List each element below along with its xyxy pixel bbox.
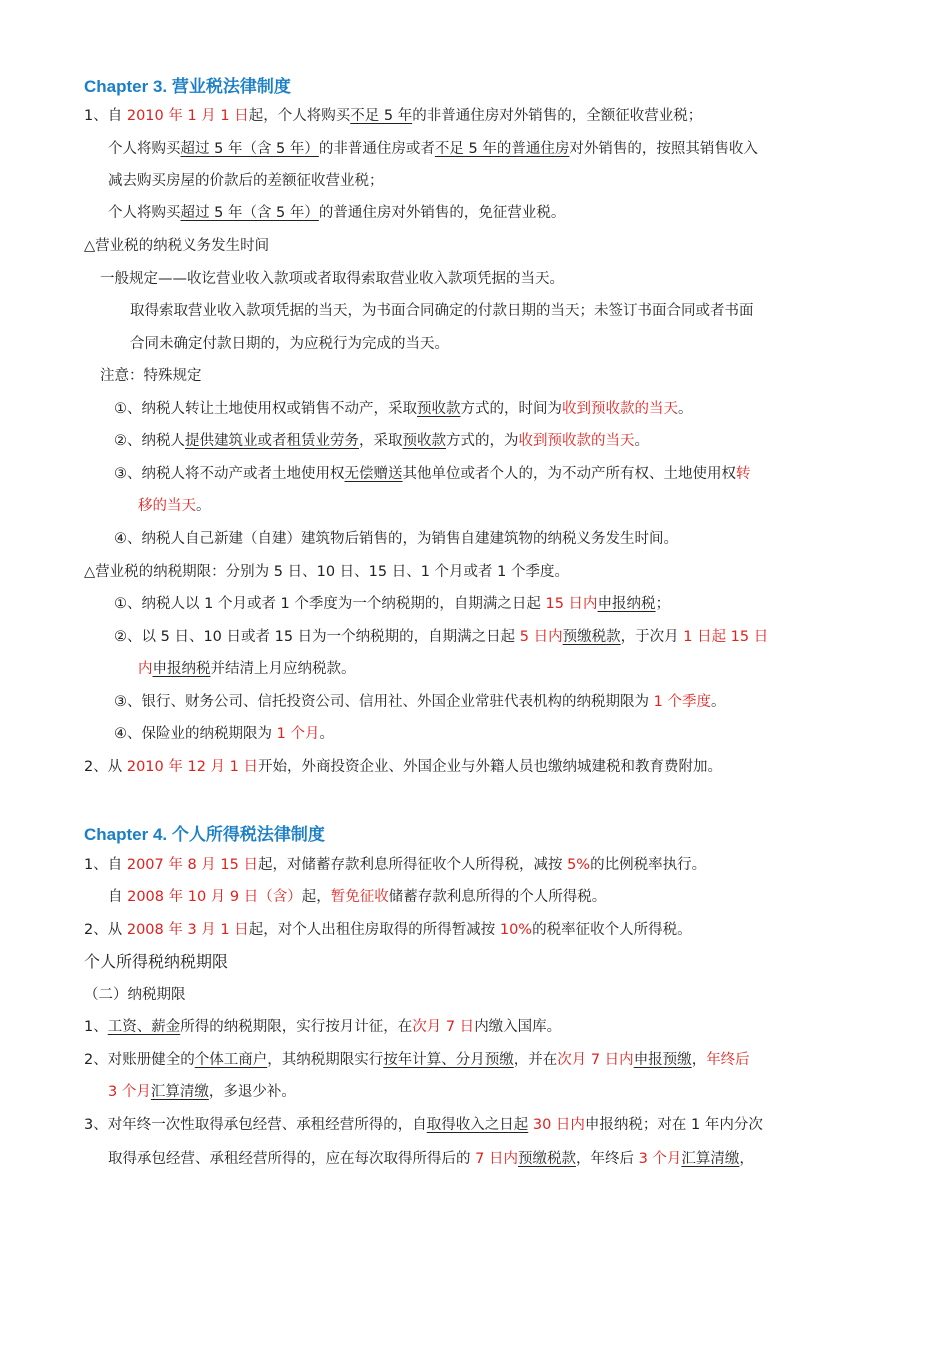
ch3-line-15	[84, 562, 569, 582]
ch3-line-14	[114, 529, 678, 549]
emphasis-text: 年终后	[706, 1052, 750, 1068]
text-segment: 合同未确定付款日期的，为应税行为完成的当天。	[130, 336, 449, 352]
text-segment: 方式的，时间为	[460, 401, 562, 417]
emphasis-text: 2010 年 1 月 1 日	[126, 108, 249, 124]
ch3-line-18	[138, 659, 356, 679]
underlined-text: 申报预缴	[633, 1052, 692, 1068]
text-segment: 个人所得税纳税期限	[84, 952, 229, 971]
emphasis-text: 2007 年 8 月 15 日	[126, 857, 258, 873]
text-segment: 1、自	[84, 108, 127, 124]
ch4-line-6	[84, 1017, 561, 1037]
text-segment: ，年终后	[575, 1151, 639, 1167]
emphasis-text: 15 日内	[545, 596, 598, 612]
text-segment: 。	[710, 694, 726, 710]
emphasis-text: 次月 7 日内	[557, 1052, 634, 1068]
text-segment: （二）纳税期限	[84, 987, 186, 1003]
emphasis-text: 10%	[499, 922, 533, 938]
underlined-text: 按年计算、分月预缴	[383, 1052, 514, 1068]
text-segment: 注意：特殊规定	[100, 368, 202, 384]
underlined-text: 预收款	[417, 401, 461, 417]
ch3-line-4	[108, 203, 565, 223]
text-segment: ②、以 5 日、10 日或者 15 日为一个纳税期的，自期满之日起	[114, 629, 520, 645]
text-segment: ，	[691, 1052, 707, 1068]
underlined-text: 汇算清缴	[681, 1151, 740, 1167]
ch4-line-8	[108, 1082, 296, 1102]
underlined-text: 个体工商户	[194, 1052, 268, 1068]
emphasis-text: 收到预收款的当天	[518, 433, 635, 449]
text-segment: 开始，外商投资企业、外国企业与外籍人员也缴纳城建税和教育费附加。	[257, 759, 722, 775]
text-segment: 。	[196, 498, 211, 514]
text-segment: 内缴入国库。	[474, 1019, 562, 1035]
text-segment: 取得承包经营、承租经营所得的，应在每次取得所得后的	[108, 1151, 476, 1167]
text-segment: 减去购买房屋的价款后的差额征收营业税；	[108, 173, 384, 189]
ch3-line-17	[114, 627, 768, 647]
text-segment: ①、纳税人以 1 个月或者 1 个季度为一个纳税期的，自期满之日起	[114, 596, 546, 612]
ch4-line-3	[84, 920, 692, 940]
emphasis-text: 5%	[567, 857, 591, 873]
ch4-subheading	[84, 952, 228, 972]
underlined-text: 超过 5 年（含 5 年）	[180, 141, 319, 157]
underlined-text: 预收款	[402, 433, 446, 449]
ch3-line-10	[114, 399, 693, 419]
emphasis-text: 3 个月	[638, 1151, 682, 1167]
ch3-line-7	[130, 301, 754, 321]
ch3-line-2	[108, 139, 758, 159]
text-segment: 。	[634, 433, 649, 449]
underlined-text: 不足 5 年的普通住房	[434, 141, 570, 157]
text-segment: ，多退少补。	[208, 1084, 296, 1100]
emphasis-text: 转	[736, 466, 751, 482]
ch4-line-5	[84, 985, 186, 1005]
text-segment: 个人将购买	[108, 205, 181, 221]
ch3-line-13	[138, 496, 211, 516]
ch3-line-12	[114, 464, 751, 484]
underlined-text: 无偿赠送	[344, 466, 403, 482]
text-segment: ，采取	[359, 433, 403, 449]
text-segment: 起，对个人出租住房取得的所得暂减按	[248, 922, 500, 938]
emphasis-text: 暂免征收	[330, 889, 389, 905]
ch4-line-1	[84, 855, 706, 875]
text-segment: ；	[655, 596, 671, 612]
emphasis-text: 5 日内	[519, 629, 563, 645]
ch4-line-2	[108, 887, 606, 907]
text-segment: ②、纳税人	[114, 433, 185, 449]
ch3-line-19	[114, 692, 725, 712]
emphasis-text: 1 个季度	[653, 694, 711, 710]
text-segment: 的非普通住房对外销售的，全额征收营业税；	[412, 108, 703, 124]
text-segment: ，其纳税期限实行	[267, 1052, 384, 1068]
text-segment: 储蓄存款利息所得的个人所得税。	[388, 889, 607, 905]
emphasis-text: 7 日内	[475, 1151, 518, 1167]
text-segment: 自	[108, 889, 128, 905]
text-segment: 2、从	[84, 922, 127, 938]
ch3-line-21	[84, 757, 722, 777]
emphasis-text: 1 日起 15 日	[683, 629, 769, 645]
ch3-line-16	[114, 594, 670, 614]
text-segment: 其他单位或者个人的，为不动产所有权、土地使用权	[402, 466, 736, 482]
text-segment: ①、纳税人转让土地使用权或销售不动产，采取	[114, 401, 417, 417]
ch3-line-5	[84, 236, 269, 256]
text-segment: 起，	[301, 889, 331, 905]
ch3-line-11	[114, 431, 649, 451]
text-segment: 1、自	[84, 857, 127, 873]
text-segment: ，并在	[513, 1052, 558, 1068]
underlined-text: 取得收入之日起	[426, 1117, 529, 1133]
emphasis-text: 2010 年 12 月 1 日	[126, 759, 258, 775]
text-segment: 。	[319, 726, 334, 742]
emphasis-text: 移的当天	[138, 498, 196, 514]
ch3-line-8	[130, 334, 449, 354]
underlined-text: 预缴税款	[562, 629, 621, 645]
underlined-text: 提供建筑业或者租赁业劳务	[185, 433, 359, 449]
text-segment: 。	[678, 401, 693, 417]
text-segment: ③、纳税人将不动产或者土地使用权	[114, 466, 345, 482]
text-segment: ④、纳税人自己新建（自建）建筑物后销售的，为销售自建建筑物的纳税义务发生时间。	[114, 531, 678, 547]
text-segment: 的税率征收个人所得税。	[532, 922, 692, 938]
emphasis-text: 收到预收款的当天	[562, 401, 678, 417]
ch3-line-9	[100, 366, 202, 386]
ch4-line-7	[84, 1050, 750, 1070]
emphasis-text: 3 个月	[108, 1084, 151, 1100]
ch3-line-6	[100, 269, 564, 289]
text-segment: 3、对年终一次性取得承包经营、承租经营所得的，自	[84, 1117, 427, 1133]
underlined-text: 申报纳税	[597, 596, 656, 612]
text-segment: 的普通住房对外销售的，免征营业税。	[318, 205, 566, 221]
emphasis-text: 30 日内	[532, 1117, 585, 1133]
emphasis-text: 内	[138, 661, 153, 677]
text-segment: 并结清上月应纳税款。	[210, 661, 356, 677]
text-segment: 所得的纳税期限，实行按月计征，在	[180, 1019, 413, 1035]
text-segment: 2、对账册健全的	[84, 1052, 195, 1068]
text-segment: ③、银行、财务公司、信托投资公司、信用社、外国企业常驻代表机构的纳税期限为	[114, 694, 654, 710]
text-segment: 申报纳税；对在 1 年内分次	[584, 1117, 763, 1133]
emphasis-text: 2008 年 3 月 1 日	[126, 922, 249, 938]
text-segment: 起，对储蓄存款利息所得征收个人所得税，减按	[257, 857, 568, 873]
emphasis-text: 次月 7 日	[412, 1019, 475, 1035]
text-segment: ，于次月	[620, 629, 684, 645]
text-segment: 取得索取营业收入款项凭据的当天，为书面合同确定的付款日期的当天；未签订书面合同或者书面	[130, 303, 754, 319]
text-segment: 方式的，为	[446, 433, 519, 449]
ch3-line-1	[84, 106, 702, 126]
underlined-text: 不足 5 年	[350, 108, 413, 124]
text-segment: 的比例税率执行。	[590, 857, 707, 873]
text-segment: 个人将购买	[108, 141, 181, 157]
chapter-3-heading: Chapter 3. 营业税法律制度	[84, 77, 291, 96]
text-segment: ④、保险业的纳税期限为	[114, 726, 277, 742]
text-segment: 的非普通住房或者	[318, 141, 435, 157]
underlined-text: 申报纳税	[152, 661, 211, 677]
text-segment: 起，个人将购买	[248, 108, 351, 124]
ch3-line-20	[114, 724, 334, 744]
chapter-4-heading: Chapter 4. 个人所得税法律制度	[84, 825, 325, 844]
ch4-line-9	[84, 1115, 763, 1135]
text-segment: △营业税的纳税义务发生时间	[84, 238, 270, 254]
underlined-text: 超过 5 年（含 5 年）	[180, 205, 319, 221]
ch4-line-10	[108, 1149, 754, 1169]
text-segment: 1、	[84, 1019, 108, 1035]
underlined-text: 预缴税款	[517, 1151, 576, 1167]
emphasis-text: 2008 年 10 月 9 日（含）	[127, 889, 302, 905]
underlined-text: 汇算清缴	[150, 1084, 209, 1100]
text-segment: 对外销售的，按照其销售收入	[569, 141, 758, 157]
underlined-text: 工资、薪金	[107, 1019, 181, 1035]
text-segment: ，	[739, 1151, 754, 1167]
text-segment: 一般规定——收讫营业收入款项或者取得索取营业收入款项凭据的当天。	[100, 271, 564, 287]
text-segment: △营业税的纳税期限：分别为 5 日、10 日、15 日、1 个月或者 1 个季度。	[84, 564, 569, 580]
emphasis-text: 1 个月	[276, 726, 320, 742]
text-segment: 2、从	[84, 759, 127, 775]
ch3-line-3	[108, 171, 384, 191]
